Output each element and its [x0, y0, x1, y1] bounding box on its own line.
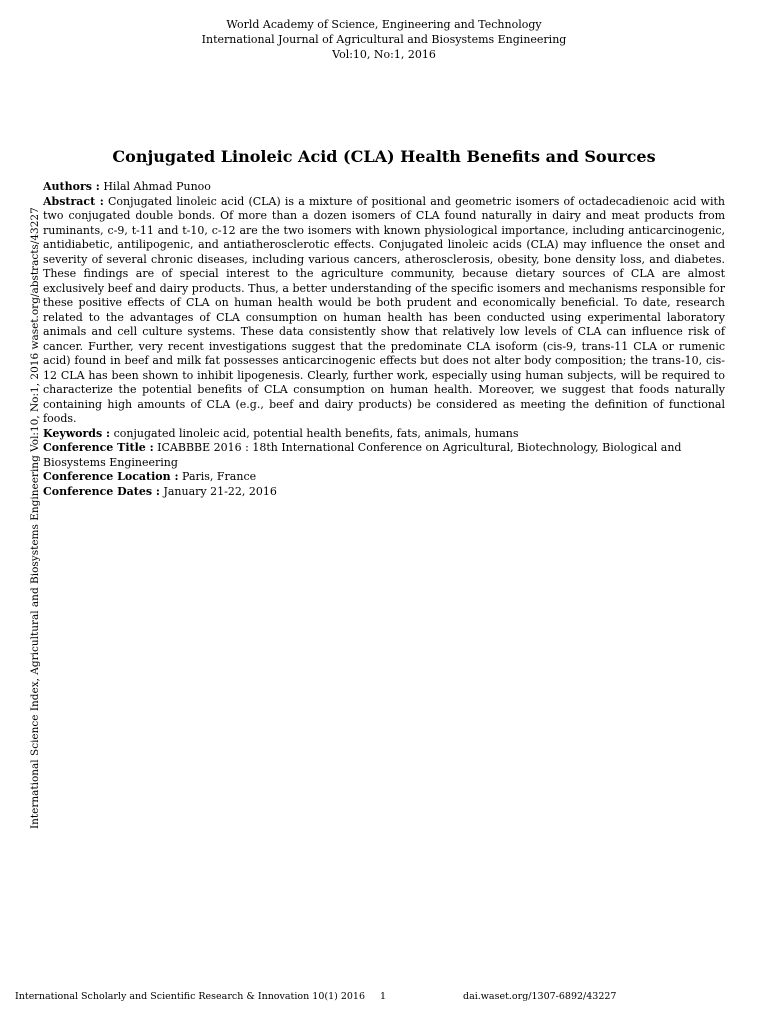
header-line-publisher: World Academy of Science, Engineering and Technology [226, 18, 542, 31]
conference-dates-line [43, 485, 725, 500]
footer-dai-link[interactable]: dai.waset.org/1307-6892/43227 [463, 991, 617, 1002]
abstract-text: Conjugated linoleic acid (CLA) is a mixture of positional and geometric isomers of octadecadienoic acid with two conjugated double bonds. Of more than a dozen isomers of CLA found naturally in dairy and meat products from ruminants, c-9, t-11 and t-10, c-12 are the two isomers with known physiological importance, including anticarcinogenic, antidiabetic, antilipogenic, and antiatherosclerotic effects. Conjugated linoleic acids (CLA) may influence the onset and severity of several chronic diseases, including various cancers, atherosclerosis, obesity, bone density loss, and diabetes. These findings are of special interest to the agriculture community, because dietary sources of CLA are almost exclusively beef and dairy products. Thus, a better understanding of the specific isomers and mechanisms responsible for these positive effects of CLA on human health would be both prudent and economically beneficial. To date, research related to the advantages of CLA consumption on human health has been conducted using experimental laboratory animals and cell culture systems. These data consistently show that relatively low levels of CLA can influence risk of cancer. Further, very recent investigations suggest that the predominate CLA isoform (cis-9, trans-11 CLA or rumenic acid) found in beef and milk fat possesses anticarcinogenic effects but does not alter body composition; the trans-10, cis-12 CLA has been shown to inhibit lipogenesis. Clearly, further work, especially using human subjects, will be required to characterize the potential benefits of CLA consumption on human health. Moreover, we suggest that foods naturally containing high amounts of CLA (e.g., beef and dairy products) be considered as meeting the definition of functional foods. [43, 194, 725, 425]
header-line-volume: Vol:10, No:1, 2016 [332, 48, 436, 61]
abstract-paragraph [43, 195, 725, 427]
header-line-journal: International Journal of Agricultural and Biosystems Engineering [201, 33, 567, 46]
conference-title-line [43, 441, 725, 470]
conference-dates-value: January 21-22, 2016 [163, 484, 277, 498]
paper-title: Conjugated Linoleic Acid (CLA) Health Benefits and Sources [112, 147, 656, 166]
abstract-body [43, 180, 725, 499]
conference-title-label: Conference Title : [43, 441, 154, 454]
footer-publisher: International Scholarly and Scientific Research & Innovation 10(1) 2016 [15, 991, 366, 1002]
conference-location-label: Conference Location : [43, 470, 179, 483]
side-margin-citation: International Science Index, Agricultural and Biosystems Engineering Vol:10, No:1, 2016 waset.org/abstracts/43227 [29, 207, 41, 829]
keywords-line [43, 427, 725, 442]
keywords-value: conjugated linoleic acid, potential health benefits, fats, animals, humans [113, 426, 519, 440]
abstract-label: Abstract : [43, 194, 104, 208]
conference-title-value: ICABBBE 2016 : 18th International Conference on Agricultural, Biotechnology, Biological and Biosystems Engineering [43, 441, 682, 469]
authors-value: Hilal Ahmad Punoo [103, 180, 211, 193]
conference-dates-label: Conference Dates : [43, 484, 160, 498]
authors-line [43, 180, 725, 195]
keywords-label: Keywords : [43, 426, 111, 440]
authors-label: Authors : [43, 180, 100, 193]
journal-header [0, 17, 768, 62]
conference-location-line [43, 470, 725, 485]
page-number: 1 [380, 991, 387, 1002]
conference-location-value: Paris, France [182, 470, 257, 483]
